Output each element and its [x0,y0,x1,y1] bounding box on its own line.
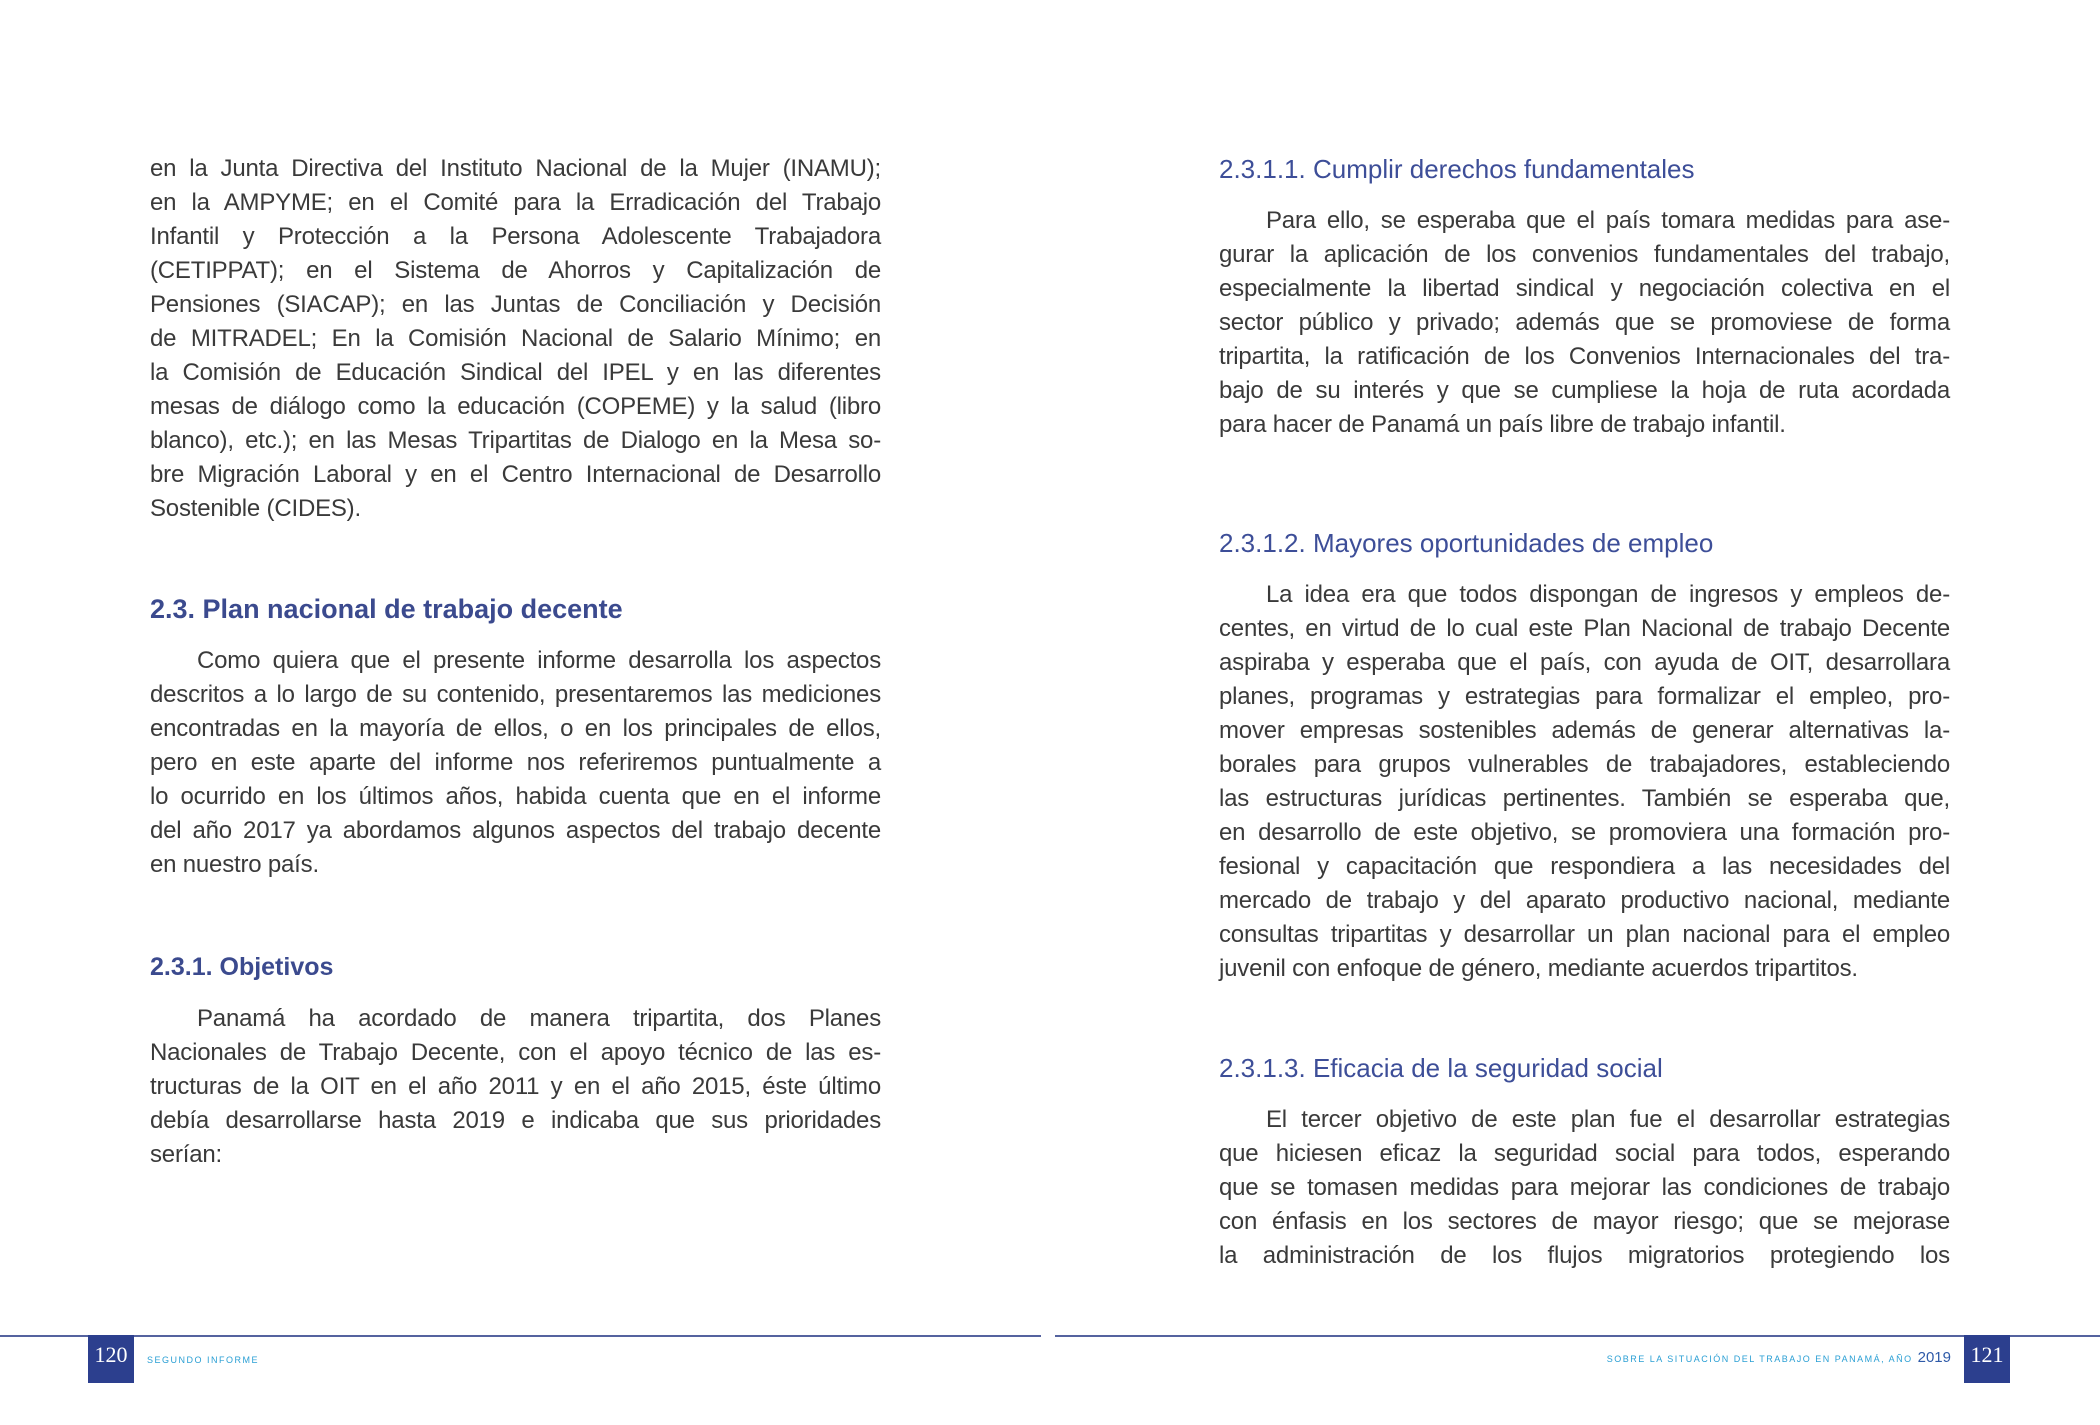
subsection-heading: 2.3.1.2. Mayores oportunidades de empleo [1219,528,1714,558]
paragraph-line: en la Junta Directiva del Instituto Nacional de la Mujer (INAMU); [150,155,881,182]
paragraph-line: para hacer de Panamá un país libre de trabajo infantil. [1219,411,1786,438]
paragraph-line: de MITRADEL; En la Comisión Nacional de Salario Mínimo; en [150,325,881,352]
paragraph-line: pero en este aparte del informe nos referiremos puntualmente a [150,749,881,776]
paragraph-line: (CETIPPAT); en el Sistema de Ahorros y Capitalización de [150,257,881,284]
footer-rule-left [0,1335,1041,1337]
paragraph-line: Pensiones (SIACAP); en las Juntas de Conciliación y Decisión [150,291,881,318]
paragraph-line: debía desarrollarse hasta 2019 e indicaba que sus prioridades [150,1107,881,1134]
paragraph-line: bre Migración Laboral y en el Centro Internacional de Desarrollo [150,461,881,488]
paragraph-line: especialmente la libertad sindical y negociación colectiva en el [1219,275,1950,302]
paragraph-line: con énfasis en los sectores de mayor riesgo; que se mejorase [1219,1208,1950,1235]
paragraph-line: blanco), etc.); en las Mesas Tripartitas de Dialogo en la Mesa so- [150,427,881,454]
paragraph-line: sector público y privado; además que se promoviese de forma [1219,309,1950,336]
paragraph-line: planes, programas y estrategias para formalizar el empleo, pro- [1219,683,1950,710]
page-number-left: 120 [88,1335,134,1383]
paragraph-line: Panamá ha acordado de manera tripartita, dos Planes [197,1005,881,1032]
paragraph-line: las estructuras jurídicas pertinentes. También se esperaba que, [1219,785,1950,812]
paragraph-line: encontradas en la mayoría de ellos, o en los principales de ellos, [150,715,881,742]
running-head-right [1607,1349,1951,1366]
footer-rule-right [1055,1335,2100,1337]
paragraph-line: en nuestro país. [150,851,319,878]
paragraph-line: borales para grupos vulnerables de trabajadores, estableciendo [1219,751,1950,778]
paragraph-line: serían: [150,1141,222,1168]
paragraph-line: Como quiera que el presente informe desarrolla los aspectos [197,647,881,674]
page-number-right: 121 [1964,1335,2010,1383]
paragraph-line: consultas tripartitas y desarrollar un plan nacional para el empleo [1219,921,1950,948]
paragraph-line: tripartita, la ratificación de los Convenios Internacionales del tra- [1219,343,1950,370]
paragraph-line: mercado de trabajo y del aparato productivo nacional, mediante [1219,887,1950,914]
paragraph-line: juvenil con enfoque de género, mediante acuerdos tripartitos. [1219,955,1858,982]
paragraph-line: Para ello, se esperaba que el país tomara medidas para ase- [1266,207,1950,234]
paragraph [150,152,881,526]
paragraph-line: aspiraba y esperaba que el país, con ayuda de OIT, desarrollara [1219,649,1950,676]
paragraph-line: la administración de los flujos migratorios protegiendo los [1219,1242,1950,1269]
paragraph-line: que hiciesen eficaz la seguridad social para todos, esperando [1219,1140,1950,1167]
paragraph-line: mover empresas sostenibles además de generar alternativas la- [1219,717,1950,744]
paragraph [1219,1103,1950,1273]
running-head-right-text: SOBRE LA SITUACIÓN DEL TRABAJO EN PANAMÁ, AÑO [1606,1354,1913,1364]
subsection-heading: 2.3.1.1. Cumplir derechos fundamentales [1219,154,1695,184]
paragraph-line: tructuras de la OIT en el año 2011 y en el año 2015, éste último [150,1073,881,1100]
paragraph [1219,578,1950,986]
paragraph-line: gurar la aplicación de los convenios fundamentales del trabajo, [1219,241,1950,268]
paragraph-line: El tercer objetivo de este plan fue el desarrollar estrategias [1266,1106,1950,1133]
paragraph [150,1002,881,1172]
running-head-left: SEGUNDO INFORME [147,1355,260,1365]
paragraph-line: Sostenible (CIDES). [150,495,361,522]
paragraph-line: lo ocurrido en los últimos años, habida cuenta que en el informe [150,783,881,810]
paragraph-line: bajo de su interés y que se cumpliese la hoja de ruta acordada [1219,377,1950,404]
paragraph-line: descritos a lo largo de su contenido, presentaremos las mediciones [150,681,881,708]
subsection-heading: 2.3.1.3. Eficacia de la seguridad social [1219,1053,1663,1083]
paragraph-line: Nacionales de Trabajo Decente, con el apoyo técnico de las es- [150,1039,881,1066]
paragraph-line: en desarrollo de este objetivo, se promoviera una formación pro- [1219,819,1950,846]
paragraph [150,644,881,882]
paragraph [1219,204,1950,442]
paragraph-line: fesional y capacitación que respondiera a las necesidades del [1219,853,1950,880]
paragraph-line: que se tomasen medidas para mejorar las condiciones de trabajo [1219,1174,1950,1201]
paragraph-line: en la AMPYME; en el Comité para la Erradicación del Trabajo [150,189,881,216]
paragraph-line: la Comisión de Educación Sindical del IPEL y en las diferentes [150,359,881,386]
paragraph-line: mesas de diálogo como la educación (COPEME) y la salud (libro [150,393,881,420]
paragraph-line: Infantil y Protección a la Persona Adolescente Trabajadora [150,223,881,250]
section-heading: 2.3. Plan nacional de trabajo decente [150,594,623,624]
running-head-year: 2019 [1917,1349,1951,1366]
paragraph-line: centes, en virtud de lo cual este Plan Nacional de trabajo Decente [1219,615,1950,642]
subsection-heading: 2.3.1. Objetivos [150,953,334,981]
paragraph-line: La idea era que todos dispongan de ingresos y empleos de- [1266,581,1950,608]
paragraph-line: del año 2017 ya abordamos algunos aspectos del trabajo decente [150,817,881,844]
